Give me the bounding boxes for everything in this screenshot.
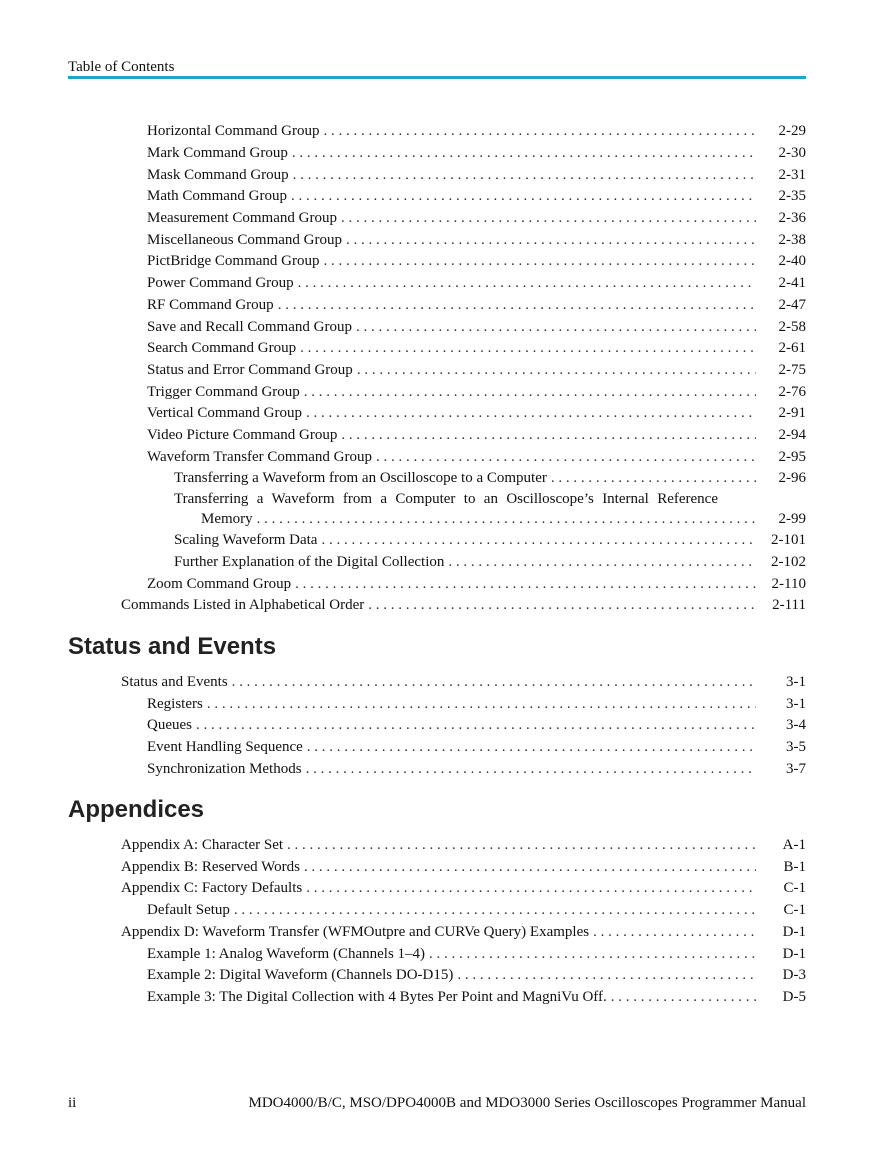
toc-entry-page: 2-101 [771, 532, 806, 548]
toc-entry[interactable] [121, 858, 806, 876]
toc-leader [300, 339, 756, 357]
toc-leader [376, 448, 756, 466]
toc-leader [341, 426, 756, 444]
toc-leader [593, 923, 756, 941]
toc-entry[interactable] [147, 945, 806, 963]
toc-leader [448, 553, 756, 571]
toc-entry-title: Event Handling Sequence [147, 739, 303, 755]
toc-entry-page: A-1 [782, 837, 806, 853]
toc-entry[interactable] [147, 209, 806, 227]
toc-entry-title: Further Explanation of the Digital Collection [174, 554, 445, 570]
toc-entry[interactable] [147, 383, 806, 401]
toc-entry-title: Video Picture Command Group [147, 427, 338, 443]
toc-entry-page: D-3 [782, 967, 806, 983]
toc-entry-title: RF Command Group [147, 297, 274, 313]
toc-leader [551, 469, 756, 487]
toc-entry-page: 2-47 [778, 297, 806, 313]
toc-entry-page: 2-40 [778, 253, 806, 269]
toc-leader [304, 383, 756, 401]
toc-leader [429, 945, 756, 963]
toc-entry-title: Status and Error Command Group [147, 362, 353, 378]
toc-leader [293, 166, 756, 184]
toc-leader [323, 122, 756, 140]
toc-entry[interactable] [147, 760, 806, 778]
toc-entry-title: Status and Events [121, 674, 228, 690]
toc-entry-title: Example 1: Analog Waveform (Channels 1–4) [147, 946, 426, 962]
toc-entry-page: 3-1 [786, 696, 806, 712]
toc-entry-page: 2-38 [778, 232, 806, 248]
toc-entry-title: Appendix A: Character Set [121, 837, 284, 853]
toc-leader [292, 144, 756, 162]
toc-leader [291, 187, 756, 205]
toc-entry[interactable] [147, 988, 806, 1006]
toc-entry-title: Scaling Waveform Data [174, 532, 318, 548]
toc-leader [298, 274, 756, 292]
header-rule [68, 76, 806, 79]
toc-entry-page: 2-110 [771, 576, 806, 592]
toc-entry-title: Queues [147, 717, 192, 733]
toc-entry[interactable] [121, 923, 806, 941]
toc-leader [207, 695, 756, 713]
toc-leader [356, 318, 756, 336]
toc-entry-page: 2-61 [778, 340, 806, 356]
toc-entry[interactable] [147, 231, 806, 249]
toc-entry[interactable] [121, 836, 806, 854]
toc-entry-title: Memory [201, 511, 253, 527]
toc-entry[interactable] [147, 296, 806, 314]
toc-leader [232, 673, 756, 691]
toc-leader [278, 296, 756, 314]
toc-leader [307, 738, 756, 756]
toc-entry-title: Search Command Group [147, 340, 297, 356]
toc-entry-page: 2-58 [778, 319, 806, 335]
toc-entry[interactable] [174, 531, 806, 549]
toc-leader [457, 966, 756, 984]
toc-leader [324, 252, 757, 270]
toc-entry[interactable] [147, 361, 806, 379]
toc-entry-title: Appendix D: Waveform Transfer (WFMOutpre and CURVe Query) Examples [121, 924, 590, 940]
toc-entry-title: Synchronization Methods [147, 761, 302, 777]
toc-entry[interactable] [147, 575, 806, 593]
toc-entry-page: 2-41 [778, 275, 806, 291]
toc-entry[interactable] [174, 553, 806, 571]
toc-entry-title: Vertical Command Group [147, 405, 302, 421]
toc-leader [295, 575, 756, 593]
toc-entry[interactable] [121, 879, 806, 897]
toc-entry[interactable] [147, 901, 806, 919]
toc-entry-page: 2-36 [778, 210, 806, 226]
toc-entry[interactable] [147, 274, 806, 292]
toc-entry-title: Mark Command Group [147, 145, 288, 161]
toc-entry-page: 2-96 [778, 470, 806, 486]
toc-entry-page: 3-5 [786, 739, 806, 755]
toc-entry[interactable] [147, 716, 806, 734]
toc-entry[interactable] [147, 318, 806, 336]
toc-entry[interactable] [147, 144, 806, 162]
toc-leader [346, 231, 756, 249]
toc-entry[interactable] [147, 695, 806, 713]
toc-entry[interactable] [147, 122, 806, 140]
toc-entry-page: 2-91 [778, 405, 806, 421]
toc-entry-page: 2-111 [772, 597, 806, 613]
toc-entry[interactable] [147, 187, 806, 205]
toc-entry-title: Commands Listed in Alphabetical Order [121, 597, 365, 613]
toc-entry-page: 2-99 [778, 511, 806, 527]
section-heading-status-and-events: Status and Events [68, 633, 277, 660]
toc-entry[interactable] [201, 510, 806, 528]
toc-entry-title: Appendix B: Reserved Words [121, 859, 300, 875]
toc-entry-page: 3-4 [786, 717, 806, 733]
toc-leader [196, 716, 756, 734]
toc-entry-page: 2-35 [778, 188, 806, 204]
toc-entry-page: C-1 [783, 880, 806, 896]
toc-leader [306, 879, 756, 897]
toc-entry[interactable] [174, 469, 806, 487]
toc-entry[interactable] [147, 426, 806, 444]
toc-entry-title: PictBridge Command Group [147, 253, 320, 269]
toc-entry-title: Example 2: Digital Waveform (Channels DO-D15) [147, 967, 454, 983]
toc-leader [257, 510, 756, 528]
toc-entry-title: Registers [147, 696, 203, 712]
toc-leader [304, 858, 756, 876]
toc-entry-title: Math Command Group [147, 188, 287, 204]
toc-entry-title: Example 3: The Digital Collection with 4 Bytes Per Point and MagniVu Off. [147, 989, 607, 1005]
toc-entry-title: Trigger Command Group [147, 384, 300, 400]
toc-entry-page: D-1 [782, 924, 806, 940]
toc-entry-page: 2-94 [778, 427, 806, 443]
toc-entry-title: Zoom Command Group [147, 576, 292, 592]
toc-entry-page: 2-30 [778, 145, 806, 161]
toc-entry[interactable] [147, 966, 806, 984]
toc-entry-wrapped-line[interactable]: Transferring a Waveform from a Computer to an Oscilloscope’s Internal Reference [174, 491, 718, 507]
toc-leader [321, 531, 756, 549]
toc-leader [306, 760, 756, 778]
toc-entry-title: Transferring a Waveform from an Oscilloscope to a Computer [174, 470, 547, 486]
toc-entry[interactable] [121, 673, 806, 691]
toc-leader [287, 836, 756, 854]
footer-page-number: ii [68, 1095, 77, 1111]
toc-entry[interactable] [147, 166, 806, 184]
toc-entry[interactable] [147, 738, 806, 756]
toc-entry-title: Miscellaneous Command Group [147, 232, 342, 248]
toc-entry-page: B-1 [783, 859, 806, 875]
toc-entry[interactable] [147, 252, 806, 270]
toc-entry-page: 2-29 [778, 123, 806, 139]
toc-entry[interactable] [121, 596, 806, 614]
toc-leader [234, 901, 756, 919]
toc-leader [341, 209, 756, 227]
toc-entry-page: 2-102 [771, 554, 806, 570]
section-heading-appendices: Appendices [68, 796, 205, 823]
toc-entry-title: Appendix C: Factory Defaults [121, 880, 303, 896]
footer-manual-title: MDO4000/B/C, MSO/DPO4000B and MDO3000 Series Oscilloscopes Programmer Manual [248, 1095, 806, 1111]
toc-entry-page: C-1 [783, 902, 806, 918]
toc-entry-page: 2-95 [778, 449, 806, 465]
toc-entry-title: Power Command Group [147, 275, 294, 291]
toc-leader [611, 988, 756, 1006]
toc-entry-page: 3-7 [786, 761, 806, 777]
toc-entry[interactable] [147, 404, 806, 422]
toc-entry-page: D-5 [782, 989, 806, 1005]
toc-entry[interactable] [147, 339, 806, 357]
running-header-title: Table of Contents [68, 59, 175, 75]
toc-entry-page: 2-76 [778, 384, 806, 400]
toc-leader [357, 361, 756, 379]
toc-entry-page: 3-1 [786, 674, 806, 690]
toc-leader [306, 404, 756, 422]
toc-entry-title: Measurement Command Group [147, 210, 337, 226]
toc-entry-title: Waveform Transfer Command Group [147, 449, 373, 465]
toc-entry-title: Save and Recall Command Group [147, 319, 352, 335]
toc-entry-title: Mask Command Group [147, 167, 289, 183]
toc-entry-page: 2-75 [778, 362, 806, 378]
toc-leader [368, 596, 756, 614]
toc-entry-title: Horizontal Command Group [147, 123, 320, 139]
toc-entry-title: Default Setup [147, 902, 230, 918]
toc-entry[interactable] [147, 448, 806, 466]
toc-entry-page: 2-31 [778, 167, 806, 183]
toc-entry-page: D-1 [782, 946, 806, 962]
